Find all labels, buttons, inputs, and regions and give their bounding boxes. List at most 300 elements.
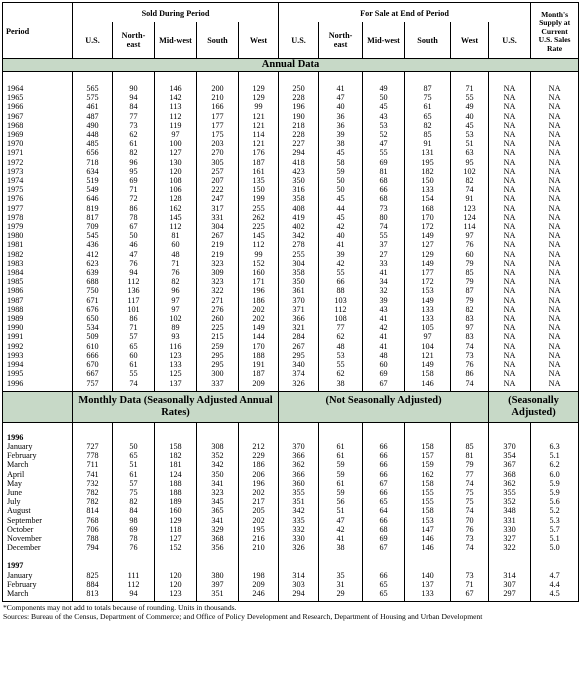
- table-cell: 6.3: [549, 441, 560, 451]
- table-cell: NA: [548, 222, 561, 232]
- table-cell: 136: [127, 286, 140, 296]
- table-cell: 519: [86, 176, 99, 186]
- table-cell: 448: [86, 130, 99, 140]
- table-cell: 50: [379, 93, 388, 103]
- table-cell: 84: [129, 102, 138, 112]
- table-cell: 146: [421, 378, 434, 388]
- table-cell: 352: [503, 497, 516, 507]
- table-cell: 188: [169, 478, 182, 488]
- table-cell: 294: [292, 148, 305, 158]
- table-cell: NA: [503, 212, 516, 222]
- table-cell: 370: [503, 441, 516, 451]
- table-cell: 212: [252, 441, 265, 451]
- table-cell: 121: [421, 350, 434, 360]
- table-cell: 41: [379, 332, 388, 342]
- table-cell: 255: [252, 203, 265, 213]
- table-cell: 323: [211, 277, 224, 287]
- table-cell: 113: [169, 102, 182, 112]
- table-cell: 170: [252, 341, 265, 351]
- table-cell: 128: [169, 194, 182, 204]
- table-cell: 120: [169, 579, 182, 589]
- table-cell: 71: [129, 185, 138, 195]
- table-cell: NA: [503, 240, 516, 250]
- table-cell: 177: [421, 268, 434, 278]
- table-cell: 219: [211, 240, 224, 250]
- table-cell: NA: [548, 93, 561, 103]
- table-cell: 61: [336, 441, 345, 451]
- table-cell: 162: [421, 469, 434, 479]
- table-cell: 309: [211, 268, 224, 278]
- table-cell: 202: [252, 304, 265, 314]
- table-cell: 127: [421, 240, 434, 250]
- table-cell: NA: [548, 130, 561, 140]
- table-cell: 187: [252, 369, 265, 379]
- table-cell: March: [7, 460, 29, 470]
- table-cell: 34: [379, 277, 388, 287]
- table-cell: NA: [503, 332, 516, 342]
- table-cell: 123: [463, 203, 476, 213]
- table-cell: 121: [252, 120, 265, 130]
- table-cell: 73: [465, 350, 474, 360]
- table-cell: 158: [421, 478, 434, 488]
- table-cell: 408: [292, 203, 305, 213]
- table-cell: 154: [421, 194, 434, 204]
- year-label: 1996: [7, 432, 24, 442]
- table-cell: 40: [336, 102, 345, 112]
- sold-header: Sold During Period: [73, 3, 279, 23]
- table-cell: 205: [252, 506, 265, 516]
- table-cell: 1964: [7, 84, 24, 93]
- table-cell: 342: [211, 460, 224, 470]
- table-cell: 1996: [7, 378, 24, 388]
- table-cell: June: [7, 487, 23, 497]
- table-cell: 116: [169, 341, 182, 351]
- table-cell: 83: [465, 332, 474, 342]
- table-cell: 66: [379, 469, 388, 479]
- table-cell: 60: [171, 240, 180, 250]
- table-cell: 160: [252, 268, 265, 278]
- table-cell: 362: [292, 460, 305, 470]
- table-cell: 534: [86, 323, 99, 333]
- band-blank: [3, 391, 73, 422]
- table-cell: 276: [211, 304, 224, 314]
- table-cell: 461: [86, 102, 99, 112]
- table-cell: 175: [211, 130, 224, 140]
- table-cell: NA: [548, 286, 561, 296]
- table-cell: 402: [292, 222, 305, 232]
- table-cell: 166: [211, 102, 224, 112]
- table-cell: 97: [171, 130, 180, 140]
- table-cell: 1979: [7, 222, 24, 232]
- table-cell: NA: [548, 176, 561, 186]
- table-cell: 114: [252, 130, 265, 140]
- table-cell: 125: [169, 369, 182, 379]
- table-cell: 225: [252, 222, 265, 232]
- table-cell: 412: [86, 249, 99, 259]
- table-cell: NA: [503, 350, 516, 360]
- table-cell: 41: [379, 314, 388, 324]
- table-cell: NA: [548, 378, 561, 388]
- table-cell: 1970: [7, 139, 24, 149]
- table-cell: 206: [252, 469, 265, 479]
- table-cell: 50: [129, 441, 138, 451]
- table-cell: 55: [379, 148, 388, 158]
- table-cell: 69: [129, 176, 138, 186]
- table-cell: 162: [169, 203, 182, 213]
- table-cell: 60: [465, 249, 474, 259]
- table-cell: 76: [465, 360, 474, 370]
- table-cell: 190: [292, 111, 305, 121]
- table-cell: 42: [336, 222, 345, 232]
- table-cell: 43: [379, 304, 388, 314]
- table-cell: 300: [211, 369, 224, 379]
- table-cell: 121: [252, 139, 265, 149]
- table-cell: 303: [292, 579, 305, 589]
- table-cell: 709: [86, 222, 99, 232]
- table-cell: 31: [336, 579, 345, 589]
- table-cell: 88: [336, 286, 345, 296]
- table-cell: 195: [252, 524, 265, 534]
- table-cell: 322: [503, 543, 516, 553]
- table-cell: 60: [379, 360, 388, 370]
- table-cell: 1965: [7, 93, 24, 103]
- table-cell: 97: [465, 323, 474, 333]
- table-cell: 227: [292, 139, 305, 149]
- table-cell: 350: [292, 277, 305, 287]
- table-cell: 371: [292, 304, 305, 314]
- table-cell: 189: [169, 497, 182, 507]
- table-cell: 330: [292, 533, 305, 543]
- table-cell: 61: [423, 102, 432, 112]
- monthly-sold-band: Monthly Data (Seasonally Adjusted Annual Rates): [73, 391, 279, 422]
- table-cell: 370: [292, 441, 305, 451]
- table-cell: 99: [254, 102, 263, 112]
- table-cell: 341: [211, 478, 224, 488]
- table-cell: 89: [171, 323, 180, 333]
- table-cell: 1978: [7, 212, 24, 222]
- table-cell: 157: [421, 451, 434, 461]
- table-cell: 74: [465, 185, 474, 195]
- table-cell: 365: [211, 506, 224, 516]
- table-cell: 57: [129, 478, 138, 488]
- table-cell: 217: [252, 497, 265, 507]
- table-cell: 81: [171, 231, 180, 241]
- table-cell: 123: [169, 350, 182, 360]
- table-cell: 140: [421, 570, 434, 580]
- table-cell: 623: [86, 258, 99, 268]
- table-cell: 74: [465, 378, 474, 388]
- table-cell: 79: [465, 460, 474, 470]
- table-cell: 259: [211, 341, 224, 351]
- table-cell: 1988: [7, 304, 24, 314]
- table-cell: 485: [86, 139, 99, 149]
- table-cell: NA: [503, 369, 516, 379]
- table-cell: 49: [465, 102, 474, 112]
- table-cell: 66: [379, 185, 388, 195]
- table-cell: 71: [465, 579, 474, 589]
- table-cell: 884: [86, 579, 99, 589]
- table-cell: 1976: [7, 194, 24, 204]
- table-cell: 262: [252, 212, 265, 222]
- table-cell: 436: [86, 240, 99, 250]
- table-cell: 246: [252, 588, 265, 598]
- table-cell: 41: [336, 84, 345, 93]
- table-cell: 222: [211, 185, 224, 195]
- table-cell: 297: [503, 588, 516, 598]
- table-cell: 397: [211, 579, 224, 589]
- table-cell: 1984: [7, 268, 24, 278]
- table-cell: 209: [252, 579, 265, 589]
- table-cell: 71: [171, 258, 180, 268]
- table-cell: 43: [379, 111, 388, 121]
- table-cell: 5.6: [549, 497, 560, 507]
- table-cell: 295: [211, 360, 224, 370]
- table-cell: 356: [211, 543, 224, 553]
- table-cell: 48: [336, 341, 345, 351]
- table-cell: 72: [129, 194, 138, 204]
- table-cell: NA: [503, 222, 516, 232]
- table-cell: 341: [211, 515, 224, 525]
- table-cell: 634: [86, 166, 99, 176]
- table-cell: 119: [169, 120, 182, 130]
- table-cell: 1982: [7, 249, 24, 259]
- table-cell: 86: [129, 203, 138, 213]
- table-cell: 63: [465, 148, 474, 158]
- table-cell: 1992: [7, 341, 24, 351]
- table-cell: 68: [379, 176, 388, 186]
- table-cell: 146: [169, 84, 182, 93]
- table-cell: 108: [334, 314, 347, 324]
- table-cell: 55: [465, 93, 474, 103]
- table-cell: 58: [336, 157, 345, 167]
- table-cell: 78: [129, 533, 138, 543]
- table-cell: 351: [211, 588, 224, 598]
- table-cell: September: [7, 515, 43, 525]
- table-cell: 137: [169, 378, 182, 388]
- table-cell: 228: [292, 130, 305, 140]
- table-cell: 76: [465, 524, 474, 534]
- table-cell: NA: [548, 84, 561, 93]
- table-cell: 100: [169, 139, 182, 149]
- table-cell: 73: [129, 120, 138, 130]
- table-cell: 330: [503, 524, 516, 534]
- table-cell: 130: [169, 157, 182, 167]
- table-cell: 41: [379, 268, 388, 278]
- table-cell: 82: [423, 120, 432, 130]
- table-cell: 61: [129, 469, 138, 479]
- table-cell: 67: [379, 543, 388, 553]
- table-cell: NA: [548, 323, 561, 333]
- table-cell: NA: [548, 203, 561, 213]
- table-cell: 332: [292, 524, 305, 534]
- table-cell: 667: [86, 369, 99, 379]
- table-cell: 98: [129, 515, 138, 525]
- table-cell: 150: [421, 176, 434, 186]
- table-cell: 6.0: [549, 469, 560, 479]
- table-cell: 124: [463, 212, 476, 222]
- table-cell: 103: [334, 295, 347, 305]
- table-cell: 4.7: [549, 570, 560, 580]
- table-cell: NA: [503, 176, 516, 186]
- table-cell: 39: [379, 295, 388, 305]
- table-cell: NA: [548, 258, 561, 268]
- col-header-8: South: [405, 22, 451, 59]
- table-cell: 41: [336, 533, 345, 543]
- table-cell: 133: [169, 360, 182, 370]
- table-cell: 182: [169, 451, 182, 461]
- table-cell: 419: [292, 212, 305, 222]
- table-cell: 85: [423, 130, 432, 140]
- table-cell: 38: [336, 139, 345, 149]
- table-cell: 74: [129, 378, 138, 388]
- table-cell: NA: [503, 323, 516, 333]
- table-cell: 51: [465, 139, 474, 149]
- table-cell: 118: [169, 524, 182, 534]
- table-cell: 706: [86, 524, 99, 534]
- table-cell: 91: [465, 194, 474, 204]
- table-cell: NA: [548, 194, 561, 204]
- table-cell: 181: [169, 460, 182, 470]
- table-cell: NA: [503, 231, 516, 241]
- table-cell: 146: [421, 543, 434, 553]
- table-cell: 82: [171, 277, 180, 287]
- table-cell: 74: [465, 341, 474, 351]
- table-cell: 247: [211, 194, 224, 204]
- table-cell: 149: [252, 323, 265, 333]
- table-cell: 1973: [7, 166, 24, 176]
- table-cell: 48: [379, 350, 388, 360]
- table-cell: 91: [423, 139, 432, 149]
- table-cell: 39: [336, 130, 345, 140]
- table-cell: 308: [211, 441, 224, 451]
- table-cell: 255: [292, 249, 305, 259]
- monthly_1996-rows: [3, 422, 579, 555]
- table-cell: NA: [503, 341, 516, 351]
- col-header-9: West: [451, 22, 489, 59]
- table-cell: 295: [211, 350, 224, 360]
- table-cell: 42: [379, 323, 388, 333]
- table-cell: 51: [336, 506, 345, 516]
- table-cell: 67: [465, 588, 474, 598]
- table-cell: 80: [379, 212, 388, 222]
- table-cell: 1972: [7, 157, 24, 167]
- table-cell: NA: [548, 185, 561, 195]
- table-cell: 4.5: [549, 588, 560, 598]
- table-cell: 200: [211, 84, 224, 93]
- table-cell: 46: [129, 240, 138, 250]
- table-cell: 38: [336, 543, 345, 553]
- table-cell: 1985: [7, 277, 24, 287]
- table-cell: 270: [211, 148, 224, 158]
- col-header-5: U.S.: [279, 22, 319, 59]
- table-cell: 358: [292, 194, 305, 204]
- table-cell: 366: [292, 314, 305, 324]
- table-cell: 75: [465, 497, 474, 507]
- table-cell: 358: [292, 268, 305, 278]
- table-cell: NA: [503, 130, 516, 140]
- table-cell: 172: [421, 222, 434, 232]
- table-cell: 545: [86, 231, 99, 241]
- table-cell: NA: [503, 249, 516, 259]
- table-cell: 45: [379, 102, 388, 112]
- table-cell: 351: [292, 497, 305, 507]
- table-cell: 82: [129, 497, 138, 507]
- table-cell: 676: [86, 304, 99, 314]
- table-cell: 202: [252, 515, 265, 525]
- table-cell: 102: [169, 314, 182, 324]
- table-cell: November: [7, 533, 42, 543]
- table-cell: 6.2: [549, 460, 560, 470]
- table-cell: 62: [129, 130, 138, 140]
- table-cell: 95: [129, 166, 138, 176]
- table-cell: 159: [421, 460, 434, 470]
- table-cell: 146: [421, 533, 434, 543]
- table-cell: NA: [503, 84, 516, 93]
- table-cell: 65: [379, 497, 388, 507]
- table-cell: 133: [421, 588, 434, 598]
- table-cell: 81: [465, 451, 474, 461]
- table-cell: 741: [86, 469, 99, 479]
- table-cell: 137: [421, 579, 434, 589]
- table-cell: 97: [171, 295, 180, 305]
- table-cell: 368: [503, 469, 516, 479]
- table-cell: August: [7, 506, 31, 516]
- table-cell: NA: [503, 194, 516, 204]
- table-cell: March: [7, 588, 29, 598]
- table-cell: 117: [127, 295, 140, 305]
- table-cell: 155: [421, 487, 434, 497]
- table-cell: 64: [379, 506, 388, 516]
- table-cell: 67: [379, 478, 388, 488]
- table-cell: 257: [211, 166, 224, 176]
- table-cell: 1986: [7, 286, 24, 296]
- table-cell: 66: [379, 515, 388, 525]
- table-cell: 65: [379, 579, 388, 589]
- table-cell: 374: [292, 369, 305, 379]
- table-cell: NA: [548, 148, 561, 158]
- table-cell: 1980: [7, 231, 24, 241]
- table-cell: NA: [548, 139, 561, 149]
- table-cell: 61: [129, 139, 138, 149]
- table-cell: 152: [252, 258, 265, 268]
- table-cell: NA: [503, 185, 516, 195]
- table-cell: 5.3: [549, 515, 560, 525]
- table-body: [3, 59, 579, 602]
- table-cell: 1971: [7, 148, 24, 158]
- table-cell: NA: [503, 277, 516, 287]
- table-cell: 757: [86, 378, 99, 388]
- table-cell: 314: [503, 570, 516, 580]
- table-cell: 70: [465, 515, 474, 525]
- table-cell: NA: [548, 102, 561, 112]
- table-cell: 105: [421, 323, 434, 333]
- table-cell: 565: [86, 84, 99, 93]
- table-cell: 66: [379, 441, 388, 451]
- table-cell: 5.1: [549, 533, 560, 543]
- table-cell: 323: [211, 487, 224, 497]
- table-cell: 85: [465, 441, 474, 451]
- table-cell: 123: [169, 588, 182, 598]
- table-cell: NA: [548, 295, 561, 305]
- table-cell: 327: [503, 533, 516, 543]
- table-cell: 106: [169, 185, 182, 195]
- table-cell: 342: [292, 506, 305, 516]
- table-cell: 209: [252, 378, 265, 388]
- annual_rows-rows: [3, 72, 579, 392]
- table-cell: 149: [421, 258, 434, 268]
- table-cell: 67: [129, 222, 138, 232]
- table-cell: 158: [169, 441, 182, 451]
